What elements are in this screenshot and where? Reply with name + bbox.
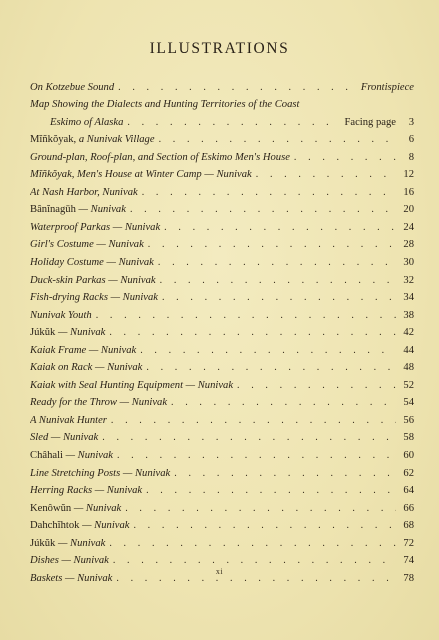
entry-title-text: — Nunivak <box>71 502 122 514</box>
entry-title-text: Kaiak with Seal Hunting Equipment — Nunivak <box>30 379 234 391</box>
entry-title <box>30 379 237 392</box>
list-item <box>30 164 414 182</box>
page-number: 64 <box>403 485 414 497</box>
page-heading: ILLUSTRATIONS <box>149 40 290 57</box>
page-number: 48 <box>403 362 414 374</box>
list-item <box>30 304 414 322</box>
dot-leader <box>146 484 396 497</box>
list-item <box>30 392 414 410</box>
list-item <box>30 480 414 498</box>
page-number: 12 <box>403 169 414 181</box>
entry-title-text: At Nash Harbor, Nunivak <box>30 186 138 198</box>
page-number: 56 <box>403 414 414 426</box>
list-item <box>30 287 414 305</box>
entry-title <box>30 168 256 181</box>
entry-title-text: Girl's Costume — Nunivak <box>30 239 144 251</box>
dot-leader <box>109 326 396 339</box>
entry-title <box>30 502 125 515</box>
list-item <box>30 444 414 462</box>
entry-title <box>30 467 174 480</box>
list-item <box>30 146 414 164</box>
entry-title <box>30 203 130 216</box>
entry-title-text: Line Stretching Posts — Nunivak <box>30 467 171 479</box>
dot-leader <box>127 116 340 129</box>
entry-title-text: Ready for the Throw — Nunivak <box>30 397 168 409</box>
dot-leader <box>96 309 396 322</box>
entry-title <box>30 291 162 304</box>
list-item <box>30 269 414 287</box>
entry-title <box>30 431 102 444</box>
page-number: 8 <box>408 151 414 163</box>
page-number: 62 <box>403 467 414 479</box>
entry-title <box>30 519 133 532</box>
list-item <box>30 111 414 129</box>
page-number: 72 <box>403 537 414 549</box>
list-item <box>30 515 414 533</box>
page-number: 38 <box>403 309 414 321</box>
entry-title <box>30 326 109 339</box>
dot-leader <box>133 519 396 532</box>
entry-title-text: Kaiak Frame — Nunivak <box>30 344 137 356</box>
page-number: 28 <box>403 239 414 251</box>
entry-title-roman: Bânĭnagūh <box>30 204 76 216</box>
dot-leader <box>171 396 396 409</box>
entry-title-text: Kaiak on Rack — Nunivak <box>30 362 143 374</box>
dot-leader <box>174 467 396 480</box>
dot-leader <box>125 502 396 515</box>
entry-title-text: Fish-drying Racks — Nunivak <box>30 292 158 304</box>
dot-leader <box>294 151 396 164</box>
entry-title-text: a Nunivak Village <box>76 134 155 146</box>
page-number: 66 <box>403 502 414 514</box>
page-number: 20 <box>403 204 414 216</box>
entry-title-text: — Nunivak <box>55 537 106 549</box>
dot-leader <box>130 203 396 216</box>
entry-title-text: Baskets — Nunivak <box>30 572 113 584</box>
page-number: 44 <box>403 344 414 356</box>
entry-title <box>30 449 117 462</box>
page-number: 16 <box>403 186 414 198</box>
dot-leader <box>164 221 396 234</box>
list-item <box>30 322 414 340</box>
entry-title <box>30 116 127 129</box>
list-item <box>30 181 414 199</box>
list-item <box>30 462 414 480</box>
list-item <box>30 550 414 568</box>
list-item <box>30 497 414 515</box>
page-number: 58 <box>403 432 414 444</box>
entry-title <box>30 98 303 111</box>
page-number: 42 <box>403 327 414 339</box>
dot-leader <box>113 554 396 567</box>
entry-title <box>30 554 113 567</box>
entry-title <box>30 256 158 269</box>
dot-leader <box>146 361 396 374</box>
page-folio: xi <box>215 567 224 576</box>
page-number: 24 <box>403 221 414 233</box>
list-item <box>30 532 414 550</box>
entry-title-text: A Nunivak Hunter <box>30 414 107 426</box>
entry-title <box>30 344 140 357</box>
page-number: 52 <box>403 379 414 391</box>
entry-title <box>30 414 111 427</box>
entry-title-roman: Dahchĭhtok <box>30 520 80 532</box>
dot-leader <box>256 168 396 181</box>
entry-title <box>30 238 148 251</box>
page-number: 30 <box>403 257 414 269</box>
dot-leader <box>159 133 396 146</box>
list-item <box>30 234 414 252</box>
list-item <box>30 339 414 357</box>
list-item <box>30 129 414 147</box>
dot-leader <box>162 291 396 304</box>
page-number: 60 <box>403 450 414 462</box>
dot-leader <box>158 256 396 269</box>
list-item <box>30 94 414 112</box>
page-number: 32 <box>403 274 414 286</box>
dot-leader <box>142 186 396 199</box>
entry-title-text: Dishes — Nunivak <box>30 555 109 567</box>
entry-title-text: Herring Racks — Nunivak <box>30 485 143 497</box>
list-item <box>30 357 414 375</box>
entry-title <box>30 484 146 497</box>
list-item <box>30 427 414 445</box>
entry-title <box>30 396 171 409</box>
page-number: 74 <box>403 555 414 567</box>
facing-page-label: Facing page <box>344 116 396 128</box>
page-number: 6 <box>408 134 414 146</box>
entry-title-text: Sled — Nunivak <box>30 432 99 444</box>
entry-title-text: Waterproof Parkas — Nunivak <box>30 221 161 233</box>
entry-title-text: Ground-plan, Roof-plan, and Section of Eskimo Men's House <box>30 151 290 163</box>
list-item <box>30 216 414 234</box>
entry-title <box>30 186 142 199</box>
dot-leader <box>160 274 396 287</box>
page-number: 34 <box>403 292 414 304</box>
entry-title-text: — Nunivak <box>79 520 130 532</box>
list-item <box>30 374 414 392</box>
entry-title-text: Duck-skin Parkas — Nunivak <box>30 274 156 286</box>
entry-title-text: Holiday Costume — Nunivak <box>30 257 154 269</box>
entry-title <box>30 81 118 94</box>
dot-leader <box>111 414 396 427</box>
list-item <box>30 76 414 94</box>
entry-title <box>30 151 294 164</box>
list-item <box>30 199 414 217</box>
entry-title <box>30 133 159 146</box>
entry-title-text: Mĭñkŏyak, Men's House at Winter Camp — Nunivak <box>30 169 252 181</box>
page-number: Frontispiece <box>360 81 414 93</box>
dot-leader <box>117 449 396 462</box>
entry-title-roman: Châhali <box>30 450 63 462</box>
dot-leader <box>140 344 396 357</box>
entry-title-text: — Nunivak <box>75 204 126 216</box>
illustrations-list <box>30 76 414 585</box>
entry-title-roman: Júkŭk <box>30 537 56 549</box>
entry-title-text: Nunivak Youth <box>30 309 92 321</box>
entry-title <box>30 274 160 287</box>
page-number: 3 <box>408 116 414 128</box>
entry-title-text: On Kotzebue Sound <box>30 81 115 93</box>
entry-title-text: — Nunivak <box>62 450 113 462</box>
page-number: 54 <box>403 397 414 409</box>
entry-title-roman: Mĭñkŏyak, <box>30 134 77 146</box>
dot-leader <box>237 379 396 392</box>
entry-title-text: — Nunivak <box>55 327 106 339</box>
dot-leader <box>118 81 357 94</box>
entry-title-text: Eskimo of Alaska <box>50 116 124 128</box>
list-item <box>30 409 414 427</box>
page-number: 68 <box>403 520 414 532</box>
entry-title <box>30 537 109 550</box>
dot-leader <box>109 537 396 550</box>
dot-leader <box>102 431 396 444</box>
entry-title-text: Map Showing the Dialects and Hunting Territories of the Coast <box>30 99 300 111</box>
dot-leader <box>148 238 396 251</box>
entry-title <box>30 221 164 234</box>
list-item <box>30 251 414 269</box>
entry-title <box>30 361 146 374</box>
entry-title <box>30 309 96 322</box>
entry-title-roman: Júkŭk <box>30 327 56 339</box>
entry-title-roman: Kenôwŭn <box>30 502 72 514</box>
page-number: 78 <box>403 572 414 584</box>
